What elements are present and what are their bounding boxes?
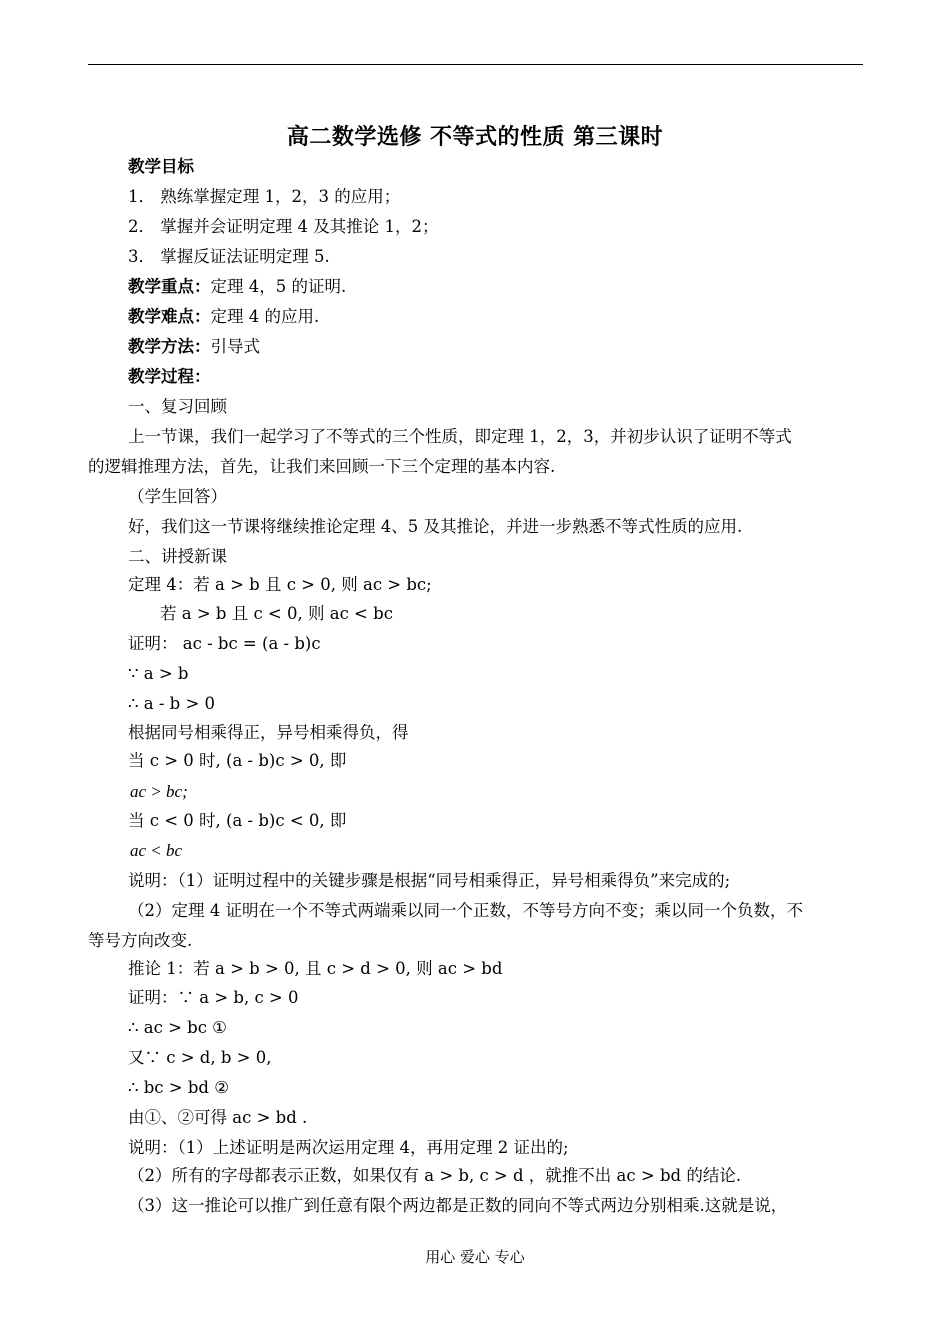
proof-line: 根据同号相乘得正，异号相乘得负，得 [128,723,409,742]
difficulty-text: 定理 4 的应用. [210,307,320,326]
corollary-proof-line: 由①、②可得 ac > bd . [128,1108,308,1127]
new-lesson-heading: 二、讲授新课 [128,547,227,566]
proof-line: 当 c < 0 时, (a - b)c < 0, 即 [128,811,347,830]
note-1: 说明：（1）证明过程中的关键步骤是根据“同号相乘得正，异号相乘得负”来完成的; [128,871,731,890]
theorem-4-statement: 定理 4：若 a > b 且 c > 0, 则 ac > bc; [128,575,432,594]
review-paragraph-cont: 的逻辑推理方法，首先，让我们来回顾一下三个定理的基本内容. [88,457,556,476]
note-2-cont: 等号方向改变. [88,931,193,950]
corollary-proof-line: ∴ bc > bd ② [128,1078,230,1097]
corollary-proof-line: ∴ ac > bc ① [128,1018,227,1037]
corollary-note-2: （2）所有的字母都表示正数，如果仅有 a > b, c > d ，就推不出 ac > bd 的结论. [128,1166,742,1185]
corollary-note-1: 说明：（1）上述证明是两次运用定理 4，再用定理 2 证出的; [128,1138,569,1157]
key-point [128,276,346,298]
key-point-label: 教学重点： [128,277,211,296]
review-paragraph-2: 好，我们这一节课将继续推论定理 4、5 及其推论，并进一步熟悉不等式性质的应用. [128,517,743,536]
difficulty-label: 教学难点： [128,307,211,326]
difficulty [128,306,319,328]
proof-line: ac > bc; [130,782,188,801]
corollary-1: 推论 1：若 a > b > 0, 且 c > d > 0, 则 ac > bd [128,959,503,978]
note-2: （2）定理 4 证明在一个不等式两端乘以同一个正数，不等号方向不变；乘以同一个负数，不 [128,901,803,920]
process-label: 教学过程： [128,367,211,386]
method-text: 引导式 [210,337,260,356]
header-rule [88,64,863,65]
student-answer: （学生回答） [128,487,227,506]
objective-item: 2． 掌握并会证明定理 4 及其推论 1，2； [128,217,439,236]
method-label: 教学方法： [128,337,211,356]
theorem-4-statement-2: 若 a > b 且 c < 0, 则 ac < bc [160,604,393,623]
proof-line: ∵ a > b [128,664,189,683]
objective-item: 1． 熟练掌握定理 1，2，3 的应用； [128,187,401,206]
key-point-text: 定理 4，5 的证明. [210,277,347,296]
page-title: 高二数学选修 不等式的性质 第三课时 [286,124,664,150]
proof-line: 当 c > 0 时, (a - b)c > 0, 即 [128,751,347,770]
review-heading: 一、复习回顾 [128,397,227,416]
proof-line: ∴ a - b > 0 [128,694,216,713]
review-paragraph: 上一节课，我们一起学习了不等式的三个性质，即定理 1，2，3，并初步认识了证明不等式 [128,427,792,446]
objective-item: 3． 掌握反证法证明定理 5. [128,247,330,266]
method [128,336,260,358]
corollary-note-3: （3）这一推论可以推广到任意有限个两边都是正数的同向不等式两边分别相乘.这就是说， [128,1196,788,1215]
objectives-heading: 教学目标 [128,157,194,176]
proof-line: 证明： ac - bc = (a - b)c [128,634,321,653]
proof-line: ac < bc [130,841,183,860]
page-footer: 用心 爱心 专心 [425,1248,525,1266]
corollary-proof-line: 证明：∵ a > b, c > 0 [128,988,299,1007]
corollary-proof-line: 又∵ c > d, b > 0, [128,1048,272,1067]
